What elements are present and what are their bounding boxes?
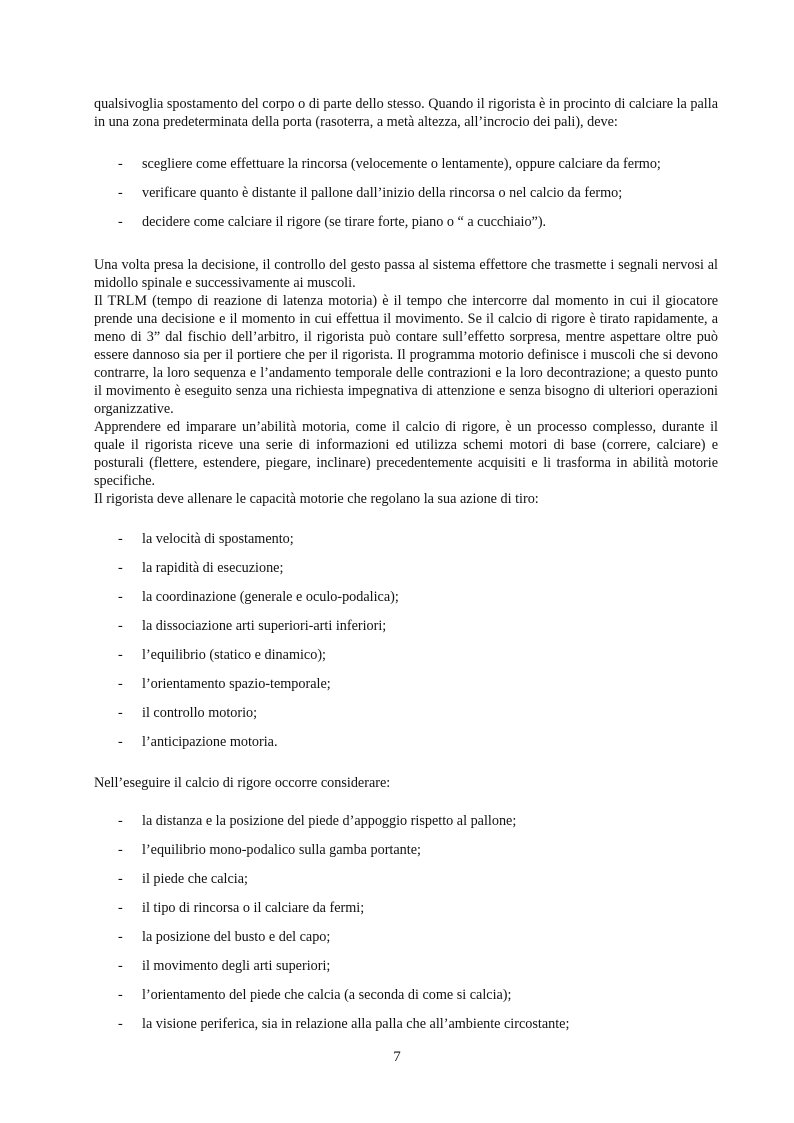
bullet-dash: - (118, 958, 123, 974)
list-item-text: la velocità di spostamento; (142, 531, 294, 547)
train-paragraph: Il rigorista deve allenare le capacità motorie che regolano la sua azione di tiro: (94, 491, 539, 507)
list-item (94, 955, 718, 978)
list-item-text: l’equilibrio (statico e dinamico); (142, 647, 326, 663)
list-item-text: il piede che calcia; (142, 871, 248, 887)
bullet-dash: - (118, 531, 123, 547)
bullet-dash: - (118, 734, 123, 750)
bullet-dash: - (118, 618, 123, 634)
bullet-dash: - (118, 929, 123, 945)
list-item-text: il tipo di rincorsa o il calciare da fermi; (142, 900, 365, 916)
list-item (94, 528, 718, 551)
learning-paragraph: Apprendere ed imparare un’abilità motoria, come il calcio di rigore, è un processo complesso, durante il quale il rigorista riceve una serie di informazioni ed utilizza schemi motori di base (correre, calciare) e posturali (flettere, estendere, piegare, inclinare) precedentemente acquisiti e li trasforma in abilità motorie specifiche. (94, 419, 718, 489)
bullet-dash: - (118, 560, 123, 576)
list-item-text: la distanza e la posizione del piede d’appoggio rispetto al pallone; (142, 813, 517, 829)
bullet-dash: - (118, 156, 123, 172)
list-item-text: l’orientamento spazio-temporale; (142, 676, 331, 692)
list-item-text: l’equilibrio mono-podalico sulla gamba portante; (142, 842, 421, 858)
list-item-text: verificare quanto è distante il pallone dall’inizio della rincorsa o nel calcio da fermo; (142, 185, 623, 201)
list-item (94, 211, 718, 234)
consider-paragraph: Nell’eseguire il calcio di rigore occorre considerare: (94, 775, 391, 791)
list-item-text: il movimento degli arti superiori; (142, 958, 331, 974)
bullet-dash: - (118, 214, 123, 230)
list-item-text: la coordinazione (generale e oculo-podalica); (142, 589, 399, 605)
list-item (94, 1013, 718, 1036)
bullet-dash: - (118, 900, 123, 916)
list-item-text: l’anticipazione motoria. (142, 734, 278, 750)
list-item (94, 182, 718, 205)
list-item-text: l’orientamento del piede che calcia (a seconda di come si calcia); (142, 987, 512, 1003)
bullet-dash: - (118, 676, 123, 692)
list-item (94, 615, 718, 638)
intro-paragraph: qualsivoglia spostamento del corpo o di parte dello stesso. Quando il rigorista è in procinto di calciare la palla in una zona predeterminata della porta (rasoterra, a metà altezza, all’incrocio dei pali), deve: (94, 96, 718, 130)
bullet-dash: - (118, 185, 123, 201)
page-content (94, 95, 718, 1042)
list-item-text: scegliere come effettuare la rincorsa (velocemente o lentamente), oppure calciare da fermo; (142, 156, 661, 172)
list-item (94, 897, 718, 920)
list-item (94, 731, 718, 754)
list-item-text: il controllo motorio; (142, 705, 258, 721)
list-item-text: decidere come calciare il rigore (se tirare forte, piano o “ a cucchiaio”). (142, 214, 547, 230)
list-item (94, 557, 718, 580)
decision-list (94, 153, 718, 234)
bullet-dash: - (118, 813, 123, 829)
bullet-dash: - (118, 589, 123, 605)
bullet-dash: - (118, 871, 123, 887)
list-item-text: la dissociazione arti superiori-arti inferiori; (142, 618, 387, 634)
bullet-dash: - (118, 705, 123, 721)
bullet-dash: - (118, 1016, 123, 1032)
trlm-paragraph: Il TRLM (tempo di reazione di latenza motoria) è il tempo che intercorre dal momento in cui il giocatore prende una decisione e il momento in cui effettua il movimento. Se il calcio di rigore è tirato rapidamente, a meno di 3” dal fischio dell’arbitro, il rigorista può contare sull’effetto sorpresa, mentre aspettare oltre può essere dannoso sia per il portiere che per il rigorista. Il programma motorio definisce i muscoli che si devono contrarre, la loro sequenza e l’andamento temporale delle contrazioni e la loro decontrazione; a questo punto il movimento è eseguito senza una richiesta impegnativa di attenzione e senza bisogno di ulteriori operazioni organizzative. (94, 293, 718, 417)
list-item-text: la rapidità di esecuzione; (142, 560, 284, 576)
page-number: 7 (393, 1049, 401, 1065)
list-item (94, 702, 718, 725)
list-item-text: la posizione del busto e del capo; (142, 929, 331, 945)
list-item (94, 984, 718, 1007)
list-item (94, 810, 718, 833)
bullet-dash: - (118, 987, 123, 1003)
list-item-text: la visione periferica, sia in relazione alla palla che all’ambiente circostante; (142, 1016, 570, 1032)
decision-paragraph: Una volta presa la decisione, il controllo del gesto passa al sistema effettore che trasmette i segnali nervosi al midollo spinale e successivamente ai muscoli. (94, 257, 718, 291)
list-item (94, 586, 718, 609)
list-item (94, 153, 718, 176)
list-item (94, 868, 718, 891)
bullet-dash: - (118, 842, 123, 858)
motor-skills-list (94, 528, 718, 754)
list-item (94, 644, 718, 667)
list-item (94, 673, 718, 696)
considerations-list (94, 810, 718, 1036)
list-item (94, 926, 718, 949)
bullet-dash: - (118, 647, 123, 663)
list-item (94, 839, 718, 862)
